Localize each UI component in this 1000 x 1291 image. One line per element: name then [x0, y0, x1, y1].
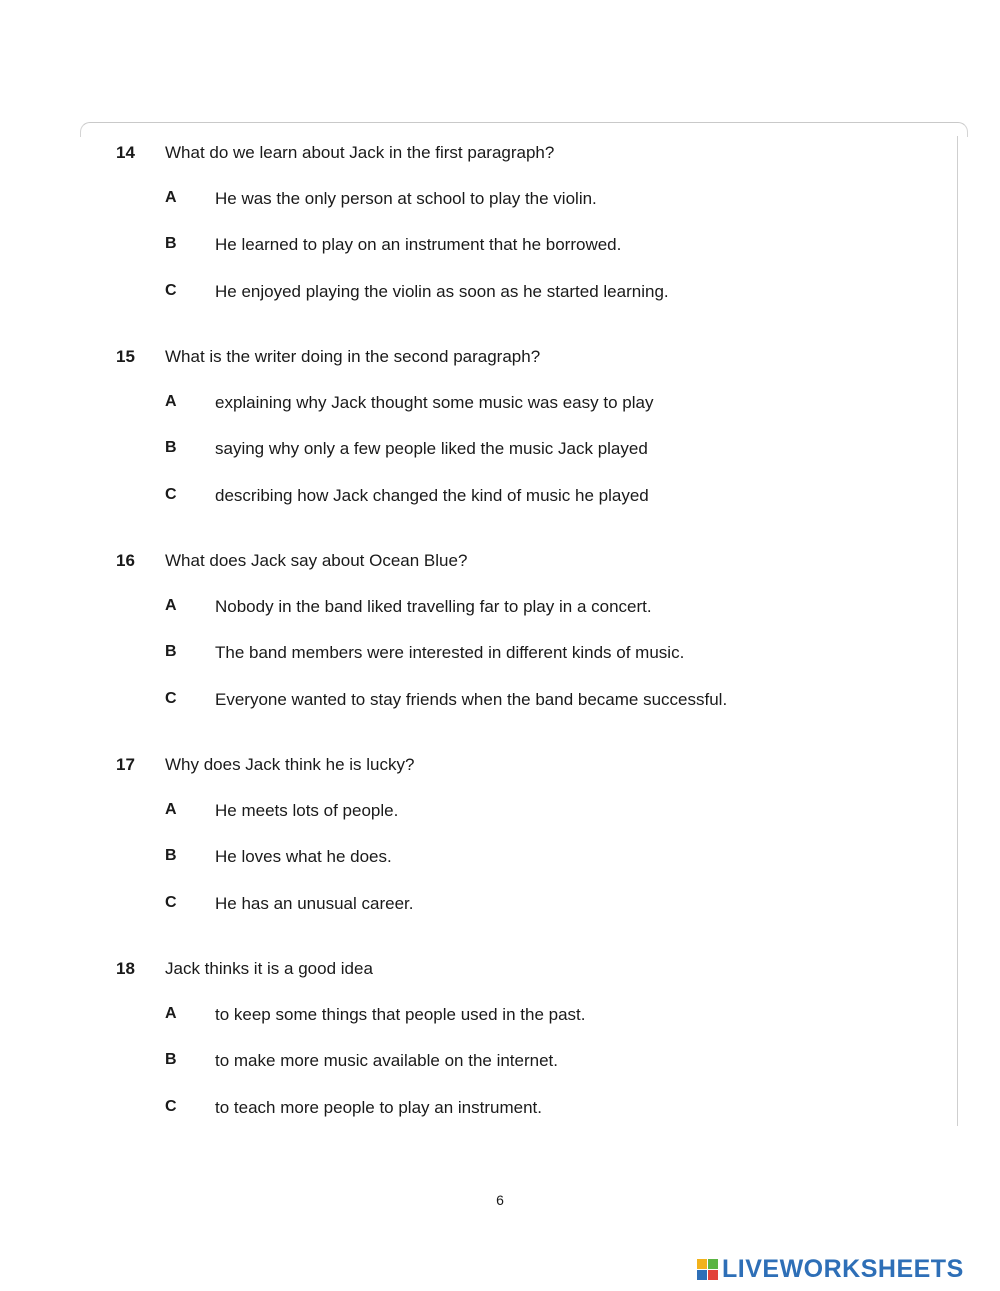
question-number: 14 — [116, 143, 135, 162]
question-text: What do we learn about Jack in the first paragraph? — [165, 143, 555, 162]
option-c — [0, 1098, 1000, 1122]
option-text: He meets lots of people. — [215, 801, 399, 820]
option-c — [0, 486, 1000, 510]
option-text: describing how Jack changed the kind of music he played — [215, 486, 649, 505]
option-c — [0, 894, 1000, 918]
option-letter: B — [165, 643, 177, 660]
question-17 — [0, 755, 1000, 965]
option-text: He learned to play on an instrument that he borrowed. — [215, 235, 622, 254]
option-a — [0, 189, 1000, 213]
question-18 — [0, 959, 1000, 1169]
question-number: 16 — [116, 551, 135, 570]
page-number: 6 — [496, 1192, 504, 1208]
scan-page-edge-top — [80, 122, 968, 137]
option-letter: A — [165, 393, 177, 410]
option-letter: A — [165, 1005, 177, 1022]
option-text: Everyone wanted to stay friends when the band became successful. — [215, 690, 728, 709]
option-letter: A — [165, 597, 177, 614]
option-text: He loves what he does. — [215, 847, 392, 866]
question-16 — [0, 551, 1000, 761]
question-number: 18 — [116, 959, 135, 978]
liveworksheets-logo — [697, 1255, 964, 1284]
option-a — [0, 393, 1000, 417]
option-text: Nobody in the band liked travelling far to play in a concert. — [215, 597, 652, 616]
option-letter: B — [165, 847, 177, 864]
option-letter: A — [165, 189, 177, 206]
option-text: to make more music available on the internet. — [215, 1051, 559, 1070]
mark-cell — [697, 1270, 707, 1280]
mark-cell — [708, 1270, 718, 1280]
watermark-text: LIVEWORKSHEETS — [722, 1255, 964, 1283]
option-a — [0, 1005, 1000, 1029]
option-letter: C — [165, 894, 177, 911]
option-text: He was the only person at school to play the violin. — [215, 189, 597, 208]
option-b — [0, 1051, 1000, 1075]
option-letter: C — [165, 1098, 177, 1115]
option-b — [0, 235, 1000, 259]
option-b — [0, 643, 1000, 667]
question-text: Why does Jack think he is lucky? — [165, 755, 415, 774]
question-number: 15 — [116, 347, 135, 366]
option-letter: B — [165, 439, 177, 456]
option-a — [0, 801, 1000, 825]
option-text: He has an unusual career. — [215, 894, 414, 913]
option-letter: C — [165, 486, 177, 503]
mark-cell — [708, 1259, 718, 1269]
option-c — [0, 282, 1000, 306]
question-15 — [0, 347, 1000, 557]
option-text: explaining why Jack thought some music was easy to play — [215, 393, 654, 412]
question-text: Jack thinks it is a good idea — [165, 959, 373, 978]
question-text: What does Jack say about Ocean Blue? — [165, 551, 468, 570]
option-letter: C — [165, 690, 177, 707]
option-text: to teach more people to play an instrument. — [215, 1098, 542, 1117]
option-text: to keep some things that people used in the past. — [215, 1005, 586, 1024]
question-number: 17 — [116, 755, 135, 774]
option-b — [0, 439, 1000, 463]
option-b — [0, 847, 1000, 871]
option-a — [0, 597, 1000, 621]
question-text: What is the writer doing in the second paragraph? — [165, 347, 541, 366]
option-letter: B — [165, 1051, 177, 1068]
liveworksheets-mark-icon — [697, 1259, 718, 1280]
option-text: The band members were interested in different kinds of music. — [215, 643, 685, 662]
option-letter: C — [165, 282, 177, 299]
option-text: saying why only a few people liked the music Jack played — [215, 439, 648, 458]
option-c — [0, 690, 1000, 714]
option-letter: A — [165, 801, 177, 818]
question-14 — [0, 143, 1000, 353]
option-text: He enjoyed playing the violin as soon as he started learning. — [215, 282, 669, 301]
mark-cell — [697, 1259, 707, 1269]
option-letter: B — [165, 235, 177, 252]
